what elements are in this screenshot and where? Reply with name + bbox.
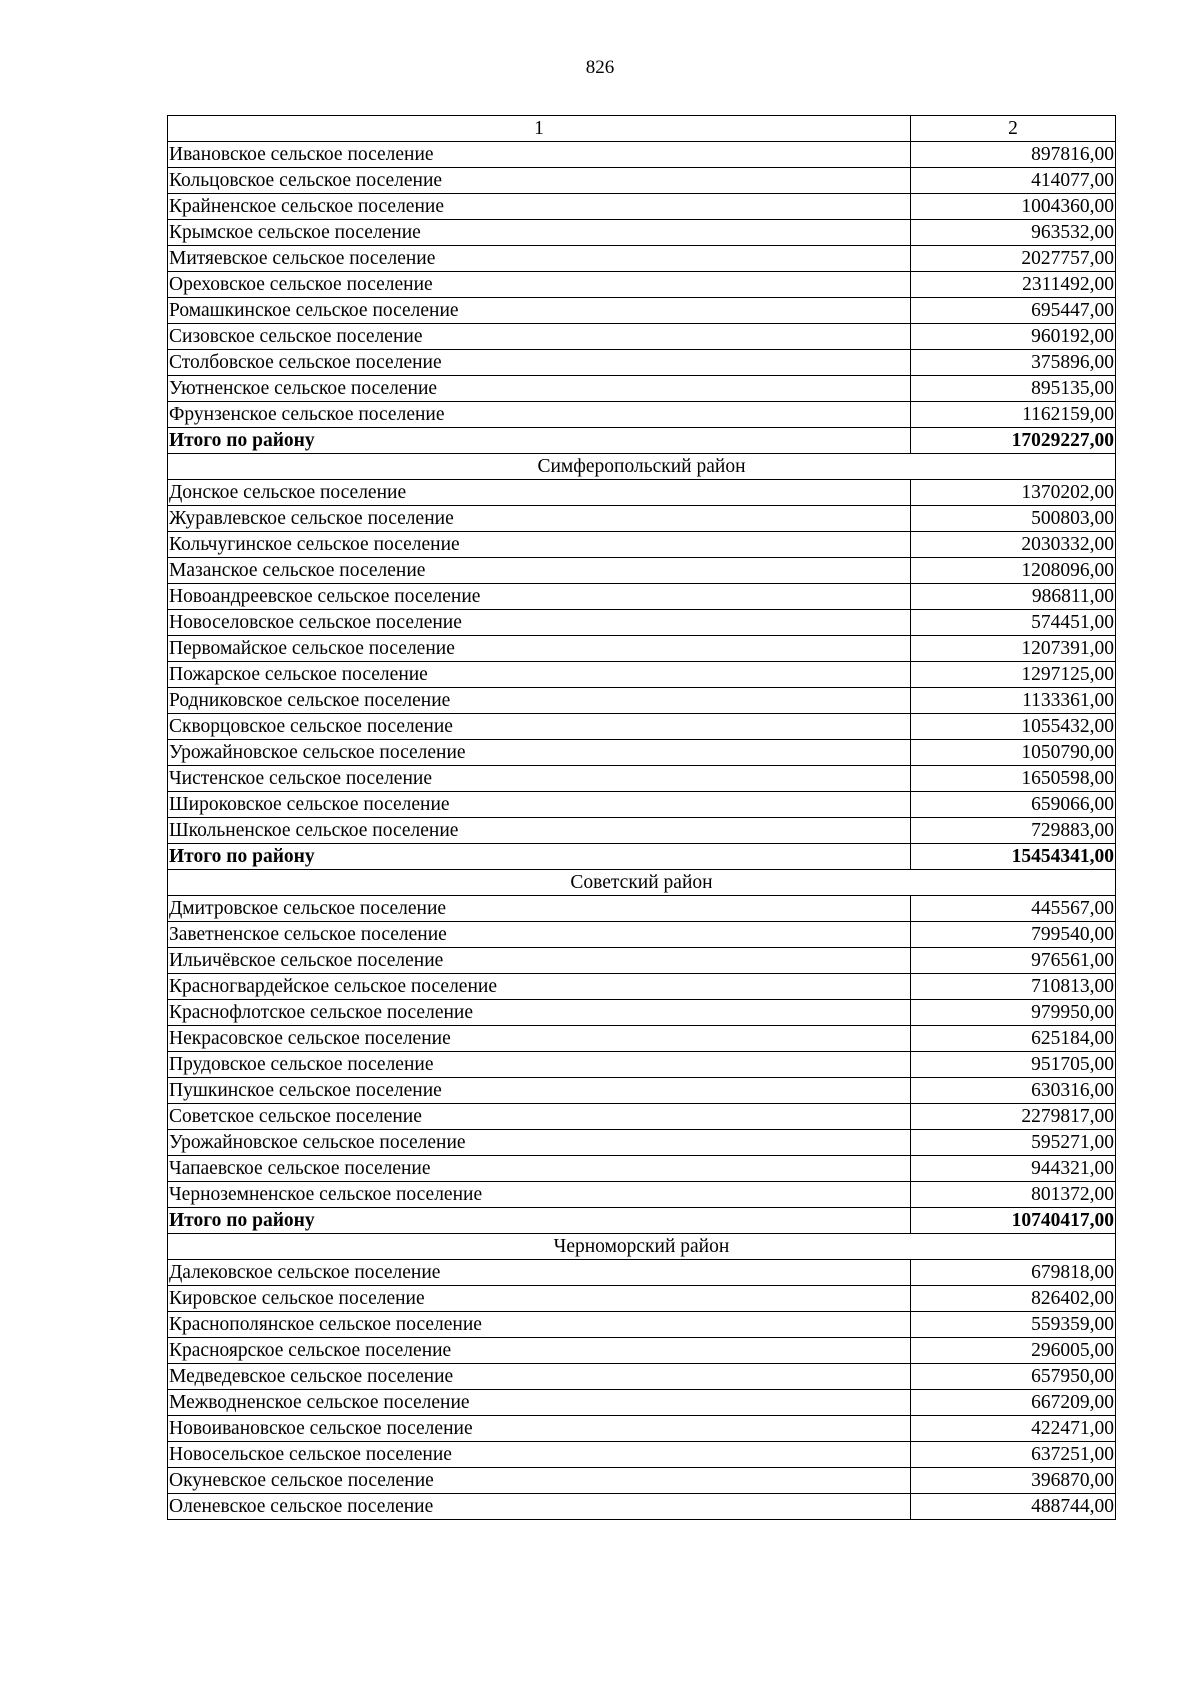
settlement-name: Столбовское сельское поселение — [168, 350, 911, 376]
settlement-amount: 559359,00 — [911, 1312, 1116, 1338]
settlement-amount: 2030332,00 — [911, 532, 1116, 558]
district-row — [168, 454, 1116, 480]
settlement-name: Красногвардейское сельское поселение — [168, 974, 911, 1000]
settlement-amount: 895135,00 — [911, 376, 1116, 402]
table-row — [168, 1468, 1116, 1494]
budget-table-body — [168, 116, 1116, 1520]
settlement-name: Пожарское сельское поселение — [168, 662, 911, 688]
settlement-amount: 1207391,00 — [911, 636, 1116, 662]
settlement-name: Новосельское сельское поселение — [168, 1442, 911, 1468]
settlement-name: Дмитровское сельское поселение — [168, 896, 911, 922]
settlement-name: Чапаевское сельское поселение — [168, 1156, 911, 1182]
settlement-amount: 2311492,00 — [911, 272, 1116, 298]
settlement-amount: 414077,00 — [911, 168, 1116, 194]
table-row — [168, 1494, 1116, 1520]
table-row — [168, 168, 1116, 194]
settlement-name: Краснофлотское сельское поселение — [168, 1000, 911, 1026]
settlement-amount: 422471,00 — [911, 1416, 1116, 1442]
table-row — [168, 480, 1116, 506]
table-row — [168, 662, 1116, 688]
table-row — [168, 558, 1116, 584]
page-number: 826 — [585, 57, 615, 78]
table-row — [168, 1312, 1116, 1338]
settlement-name: Мазанское сельское поселение — [168, 558, 911, 584]
settlement-name: Ильичёвское сельское поселение — [168, 948, 911, 974]
settlement-name: Журавлевское сельское поселение — [168, 506, 911, 532]
table-row — [168, 1130, 1116, 1156]
settlement-amount: 595271,00 — [911, 1130, 1116, 1156]
settlement-name: Ивановское сельское поселение — [168, 142, 911, 168]
settlement-amount: 2279817,00 — [911, 1104, 1116, 1130]
settlement-amount: 1050790,00 — [911, 740, 1116, 766]
settlement-amount: 1208096,00 — [911, 558, 1116, 584]
table-row — [168, 1000, 1116, 1026]
table-row — [168, 922, 1116, 948]
settlement-amount: 500803,00 — [911, 506, 1116, 532]
table-row — [168, 1390, 1116, 1416]
total-row — [168, 844, 1116, 870]
table-row — [168, 142, 1116, 168]
district-name: Симферопольский район — [168, 454, 1116, 480]
settlement-amount: 659066,00 — [911, 792, 1116, 818]
settlement-name: Окуневское сельское поселение — [168, 1468, 911, 1494]
table-row — [168, 194, 1116, 220]
district-row — [168, 1234, 1116, 1260]
total-row — [168, 1208, 1116, 1234]
settlement-amount: 729883,00 — [911, 818, 1116, 844]
table-row — [168, 1026, 1116, 1052]
settlement-name: Новоивановское сельское поселение — [168, 1416, 911, 1442]
total-amount: 15454341,00 — [911, 844, 1116, 870]
column-header-1: 1 — [168, 116, 911, 142]
settlement-amount: 801372,00 — [911, 1182, 1116, 1208]
settlement-name: Чистенское сельское поселение — [168, 766, 911, 792]
table-row — [168, 792, 1116, 818]
settlement-name: Урожайновское сельское поселение — [168, 740, 911, 766]
settlement-name: Урожайновское сельское поселение — [168, 1130, 911, 1156]
settlement-name: Красноярское сельское поселение — [168, 1338, 911, 1364]
settlement-amount: 679818,00 — [911, 1260, 1116, 1286]
total-row — [168, 428, 1116, 454]
settlement-name: Оленевское сельское поселение — [168, 1494, 911, 1520]
settlement-name: Пушкинское сельское поселение — [168, 1078, 911, 1104]
table-row — [168, 1364, 1116, 1390]
settlement-amount: 963532,00 — [911, 220, 1116, 246]
table-row — [168, 532, 1116, 558]
settlement-amount: 951705,00 — [911, 1052, 1116, 1078]
table-row — [168, 1286, 1116, 1312]
settlement-amount: 986811,00 — [911, 584, 1116, 610]
settlement-amount: 637251,00 — [911, 1442, 1116, 1468]
table-row — [168, 220, 1116, 246]
settlement-amount: 625184,00 — [911, 1026, 1116, 1052]
table-row — [168, 246, 1116, 272]
settlement-amount: 657950,00 — [911, 1364, 1116, 1390]
settlement-name: Далековское сельское поселение — [168, 1260, 911, 1286]
total-label: Итого по району — [168, 1208, 911, 1234]
settlement-amount: 667209,00 — [911, 1390, 1116, 1416]
settlement-amount: 1650598,00 — [911, 766, 1116, 792]
total-label: Итого по району — [168, 844, 911, 870]
table-row — [168, 1338, 1116, 1364]
settlement-amount: 799540,00 — [911, 922, 1116, 948]
settlement-name: Школьненское сельское поселение — [168, 818, 911, 844]
table-row — [168, 740, 1116, 766]
settlement-name: Межводненское сельское поселение — [168, 1390, 911, 1416]
table-row — [168, 974, 1116, 1000]
settlement-name: Сизовское сельское поселение — [168, 324, 911, 350]
settlement-amount: 1133361,00 — [911, 688, 1116, 714]
settlement-amount: 1004360,00 — [911, 194, 1116, 220]
table-row — [168, 896, 1116, 922]
settlement-amount: 296005,00 — [911, 1338, 1116, 1364]
total-label: Итого по району — [168, 428, 911, 454]
table-row — [168, 1416, 1116, 1442]
settlement-amount: 1055432,00 — [911, 714, 1116, 740]
settlement-name: Крайненское сельское поселение — [168, 194, 911, 220]
settlement-name: Медведевское сельское поселение — [168, 1364, 911, 1390]
table-row — [168, 636, 1116, 662]
settlement-name: Кировское сельское поселение — [168, 1286, 911, 1312]
budget-table — [167, 115, 1116, 1520]
settlement-amount: 574451,00 — [911, 610, 1116, 636]
settlement-amount: 396870,00 — [911, 1468, 1116, 1494]
table-row — [168, 688, 1116, 714]
settlement-name: Заветненское сельское поселение — [168, 922, 911, 948]
settlement-name: Ромашкинское сельское поселение — [168, 298, 911, 324]
settlement-amount: 710813,00 — [911, 974, 1116, 1000]
settlement-name: Кольчугинское сельское поселение — [168, 532, 911, 558]
table-row — [168, 402, 1116, 428]
table-row — [168, 1104, 1116, 1130]
settlement-name: Краснополянское сельское поселение — [168, 1312, 911, 1338]
settlement-amount: 2027757,00 — [911, 246, 1116, 272]
table-row — [168, 714, 1116, 740]
table-row — [168, 298, 1116, 324]
table-row — [168, 1156, 1116, 1182]
table-row — [168, 1182, 1116, 1208]
settlement-amount: 1162159,00 — [911, 402, 1116, 428]
settlement-amount: 826402,00 — [911, 1286, 1116, 1312]
settlement-name: Некрасовское сельское поселение — [168, 1026, 911, 1052]
settlement-amount: 695447,00 — [911, 298, 1116, 324]
settlement-name: Скворцовское сельское поселение — [168, 714, 911, 740]
settlement-name: Прудовское сельское поселение — [168, 1052, 911, 1078]
total-amount: 17029227,00 — [911, 428, 1116, 454]
table-row — [168, 1442, 1116, 1468]
table-row — [168, 506, 1116, 532]
table-row — [168, 1052, 1116, 1078]
table-row — [168, 818, 1116, 844]
district-name: Советский район — [168, 870, 1116, 896]
total-amount: 10740417,00 — [911, 1208, 1116, 1234]
table-row — [168, 948, 1116, 974]
table-row — [168, 350, 1116, 376]
settlement-amount: 976561,00 — [911, 948, 1116, 974]
table-row — [168, 766, 1116, 792]
column-header-row — [168, 116, 1116, 142]
table-row — [168, 1078, 1116, 1104]
settlement-name: Уютненское сельское поселение — [168, 376, 911, 402]
settlement-name: Черноземненское сельское поселение — [168, 1182, 911, 1208]
settlement-name: Широковское сельское поселение — [168, 792, 911, 818]
settlement-name: Новоселовское сельское поселение — [168, 610, 911, 636]
table-row — [168, 584, 1116, 610]
settlement-amount: 944321,00 — [911, 1156, 1116, 1182]
settlement-amount: 630316,00 — [911, 1078, 1116, 1104]
settlement-name: Крымское сельское поселение — [168, 220, 911, 246]
settlement-name: Советское сельское поселение — [168, 1104, 911, 1130]
settlement-amount: 375896,00 — [911, 350, 1116, 376]
settlement-amount: 1297125,00 — [911, 662, 1116, 688]
settlement-amount: 979950,00 — [911, 1000, 1116, 1026]
settlement-name: Родниковское сельское поселение — [168, 688, 911, 714]
column-header-2: 2 — [911, 116, 1116, 142]
settlement-name: Донское сельское поселение — [168, 480, 911, 506]
settlement-amount: 445567,00 — [911, 896, 1116, 922]
table-row — [168, 324, 1116, 350]
settlement-amount: 960192,00 — [911, 324, 1116, 350]
settlement-amount: 488744,00 — [911, 1494, 1116, 1520]
table-row — [168, 272, 1116, 298]
settlement-name: Ореховское сельское поселение — [168, 272, 911, 298]
settlement-amount: 1370202,00 — [911, 480, 1116, 506]
settlement-name: Митяевское сельское поселение — [168, 246, 911, 272]
table-row — [168, 610, 1116, 636]
district-row — [168, 870, 1116, 896]
settlement-name: Первомайское сельское поселение — [168, 636, 911, 662]
settlement-name: Новоандреевское сельское поселение — [168, 584, 911, 610]
table-row — [168, 376, 1116, 402]
table-row — [168, 1260, 1116, 1286]
settlement-name: Фрунзенское сельское поселение — [168, 402, 911, 428]
settlement-amount: 897816,00 — [911, 142, 1116, 168]
settlement-name: Кольцовское сельское поселение — [168, 168, 911, 194]
district-name: Черноморский район — [168, 1234, 1116, 1260]
